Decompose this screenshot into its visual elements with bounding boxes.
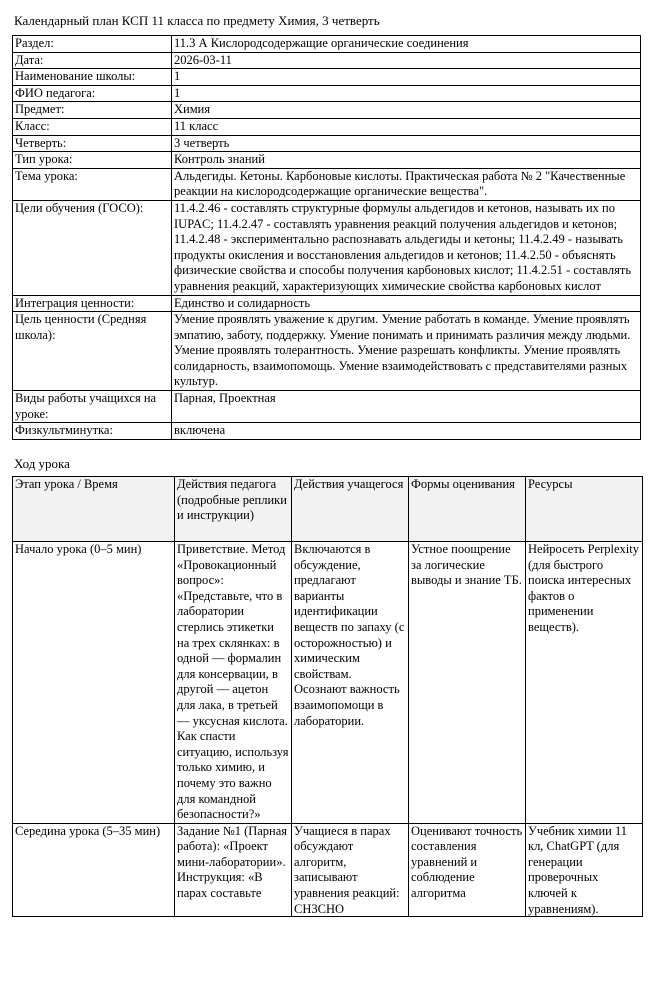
meta-row xyxy=(13,36,641,53)
lesson-plan-table xyxy=(12,476,643,917)
meta-value: 11.4.2.46 - составлять структурные формулы альдегидов и кетонов, называть их по IUPAC; 11.4.2.47 - составлять уравнения реакций получения альдегидов и кетонов; 11.4.2.48 - экспериментально распознавать альдегиды и кетоны; 11.4.2.49 - называть продукты окисления и восстановления альдегидов и кетонов; 11.4.2.50 - объяснять физические свойства и способы получения карбоновых кислот; 11.4.2.51 - составлять уравнения реакций, характеризующих химические свойства карбоновых кислот xyxy=(172,200,641,295)
header-stage: Этап урока / Время xyxy=(13,477,175,542)
meta-label: Тип урока: xyxy=(13,152,172,169)
meta-value: Единство и солидарность xyxy=(172,295,641,312)
meta-row xyxy=(13,69,641,86)
cell-student xyxy=(292,823,409,916)
meta-label: Интеграция ценности: xyxy=(13,295,172,312)
cell-assessment xyxy=(409,823,526,916)
meta-value: Альдегиды. Кетоны. Карбоновые кислоты. Практическая работа № 2 "Качественные реакции на кислородсодержащие органические вещества". xyxy=(172,168,641,200)
meta-label: Класс: xyxy=(13,118,172,135)
meta-value: Химия xyxy=(172,102,641,119)
meta-value: Контроль знаний xyxy=(172,152,641,169)
meta-value: 11.3 А Кислородсодержащие органические соединения xyxy=(172,36,641,53)
meta-label: Цели обучения (ГОСО): xyxy=(13,200,172,295)
meta-label: Предмет: xyxy=(13,102,172,119)
cell-student-text: Учащиеся в парах обсуждают алгоритм, записывают уравнения реакций: CH3CHO xyxy=(294,823,400,916)
lesson-meta-table xyxy=(12,35,641,440)
meta-label: Четверть: xyxy=(13,135,172,152)
header-resources: Ресурсы xyxy=(526,477,643,542)
meta-label: Дата: xyxy=(13,52,172,69)
meta-label: Раздел: xyxy=(13,36,172,53)
meta-row xyxy=(13,152,641,169)
meta-row xyxy=(13,85,641,102)
cell-stage-text: Середина урока (5–35 мин) xyxy=(15,823,161,838)
meta-row xyxy=(13,168,641,200)
plan-header-row xyxy=(13,477,643,542)
cell-resources: Нейросеть Perplexity (для быстрого поиска интересных фактов о применении веществ). xyxy=(526,542,643,824)
plan-row xyxy=(13,542,643,824)
meta-label: Наименование школы: xyxy=(13,69,172,86)
meta-value: Парная, Проектная xyxy=(172,391,641,423)
section-title: Ход урока xyxy=(14,456,70,471)
meta-label: Виды работы учащихся на уроке: xyxy=(13,391,172,423)
cell-resources xyxy=(526,823,643,916)
meta-label: Физкультминутка: xyxy=(13,423,172,440)
cell-student: Включаются в обсуждение, предлагают варианты идентификации веществ по запаху (с осторожностью) и химическим свойствам. Осознают важность взаимопомощи в лаборатории. xyxy=(292,542,409,824)
header-student: Действия учащегося xyxy=(292,477,409,542)
meta-row xyxy=(13,200,641,295)
meta-row xyxy=(13,102,641,119)
meta-row xyxy=(13,312,641,391)
meta-row xyxy=(13,118,641,135)
meta-row xyxy=(13,295,641,312)
meta-label: ФИО педагога: xyxy=(13,85,172,102)
cell-stage: Начало урока (0–5 мин) xyxy=(13,542,175,824)
cell-teacher-text: Задание №1 (Парная работа): «Проект мини-лаборатории». Инструкция: «В парах составьте xyxy=(177,823,288,901)
cell-resources-text: Учебник химии 11 кл, ChatGPT (для генерации проверочных ключей к уравнениям). xyxy=(528,823,628,916)
cell-assessment-text: Оценивают точность составления уравнений и соблюдение алгоритма xyxy=(411,823,523,901)
header-assessment: Формы оценивания xyxy=(409,477,526,542)
meta-value: 3 четверть xyxy=(172,135,641,152)
meta-row xyxy=(13,391,641,423)
meta-value: включена xyxy=(172,423,641,440)
document-title: Календарный план КСП 11 класса по предмету Химия, 3 четверть xyxy=(14,13,380,28)
meta-row xyxy=(13,135,641,152)
cell-stage xyxy=(13,823,175,916)
meta-label: Тема урока: xyxy=(13,168,172,200)
cell-teacher xyxy=(175,823,292,916)
meta-value: 2026-03-11 xyxy=(172,52,641,69)
meta-row xyxy=(13,423,641,440)
meta-row xyxy=(13,52,641,69)
cell-assessment: Устное поощрение за логические выводы и знание ТБ. xyxy=(409,542,526,824)
meta-value: Умение проявлять уважение к другим. Умение работать в команде. Умение проявлять эмпатию, заботу, поддержку. Умение понимать и принимать различия между людьми. Умение проявлять толерантность. Умение разрешать конфликты. Умение проявлять солидарность, взаимопомощь. Умение взаимодействовать с представителями разных культур. xyxy=(172,312,641,391)
meta-label: Цель ценности (Средняя школа): xyxy=(13,312,172,391)
header-teacher: Действия педагога (подробные реплики и инструкции) xyxy=(175,477,292,542)
meta-value: 1 xyxy=(172,69,641,86)
cell-teacher: Приветствие. Метод «Провокационный вопрос»: «Представьте, что в лаборатории стерлись этикетки на трех склянках: в одной — формалин для консервации, в другой — ацетон для лака, в третьей — уксусная кислота. Как спасти ситуацию, используя только химию, и почему это важно для командной безопасности?» xyxy=(175,542,292,824)
meta-value: 1 xyxy=(172,85,641,102)
plan-row xyxy=(13,823,643,916)
meta-value: 11 класс xyxy=(172,118,641,135)
